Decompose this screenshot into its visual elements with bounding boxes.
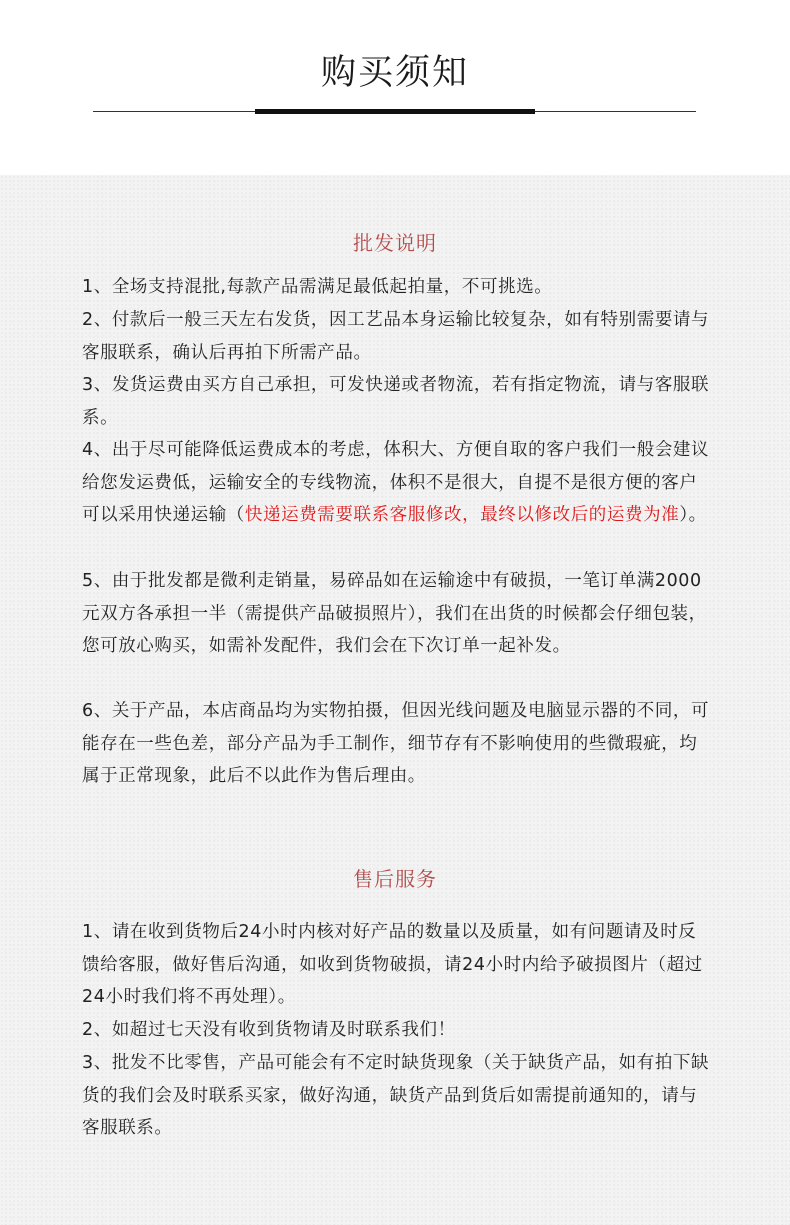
wholesale-item-4-end: ）。 xyxy=(679,505,707,526)
wholesale-item-4-text: 4、出于尽可能降低运费成本的考虑，体积大、方便自取的客户我们一般会建议给您发运费低，运输安全的专线物流，体积不是很大，自提不是很方便的客户可以采用快递运输（ xyxy=(82,440,710,526)
after-sales-item-3: 3、批发不比零售，产品可能会有不定时缺货现象（关于缺货产品，如有拍下缺货的我们会及时联系买家，做好沟通，缺货产品到货后如需提前通知的，请与客服联系。 xyxy=(82,1053,710,1139)
shipping-fee-notice: 快递运费需要联系客服修改，最终以修改后的运费为准 xyxy=(244,505,680,526)
wholesale-item-2: 2、付款后一般三天左右发货，因工艺品本身运输比较复杂，如有特别需要请与客服联系，确认后再拍下所需产品。 xyxy=(82,310,710,363)
after-sales-item-1: 1、请在收到货物后24小时内核对好产品的数量以及质量，如有问题请及时反馈给客服，做好售后沟通，如收到货物破损，请24小时内给予破损图片（超过24小时我们将不再处理）。 xyxy=(82,922,703,1008)
wholesale-item-3: 3、发货运费由买方自己承担，可发快递或者物流，若有指定物流，请与客服联系。 xyxy=(82,375,710,428)
wholesale-item-5: 5、由于批发都是微利走销量，易碎品如在运输途中有破损，一笔订单满2000元双方各承担一半（需提供产品破损照片），我们在出货的时候都会仔细包装，您可放心购买，如需补发配件，我们会在下次订单一起补发。 xyxy=(82,571,707,657)
wholesale-item-1: 1、全场支持混批,每款产品需满足最低起拍量，不可挑选。 xyxy=(82,277,553,297)
header xyxy=(0,0,790,175)
wholesale-item-6: 6、关于产品，本店商品均为实物拍摄，但因光线问题及电脑显示器的不同，可能存在一些色差，部分产品为手工制作，细节存有不影响使用的些微瑕疵，均属于正常现象，此后不以此作为售后理由。 xyxy=(82,701,710,787)
after-sales-item-2: 2、如超过七天没有收到货物请及时联系我们！ xyxy=(82,1020,456,1040)
page-title: 购买须知 xyxy=(320,53,469,93)
wholesale-section-title: 批发说明 xyxy=(353,231,437,255)
notice-content xyxy=(0,175,790,1225)
wholesale-item-4 xyxy=(82,434,712,532)
after-sales-section-title: 售后服务 xyxy=(353,867,437,891)
title-divider-accent xyxy=(255,109,535,114)
